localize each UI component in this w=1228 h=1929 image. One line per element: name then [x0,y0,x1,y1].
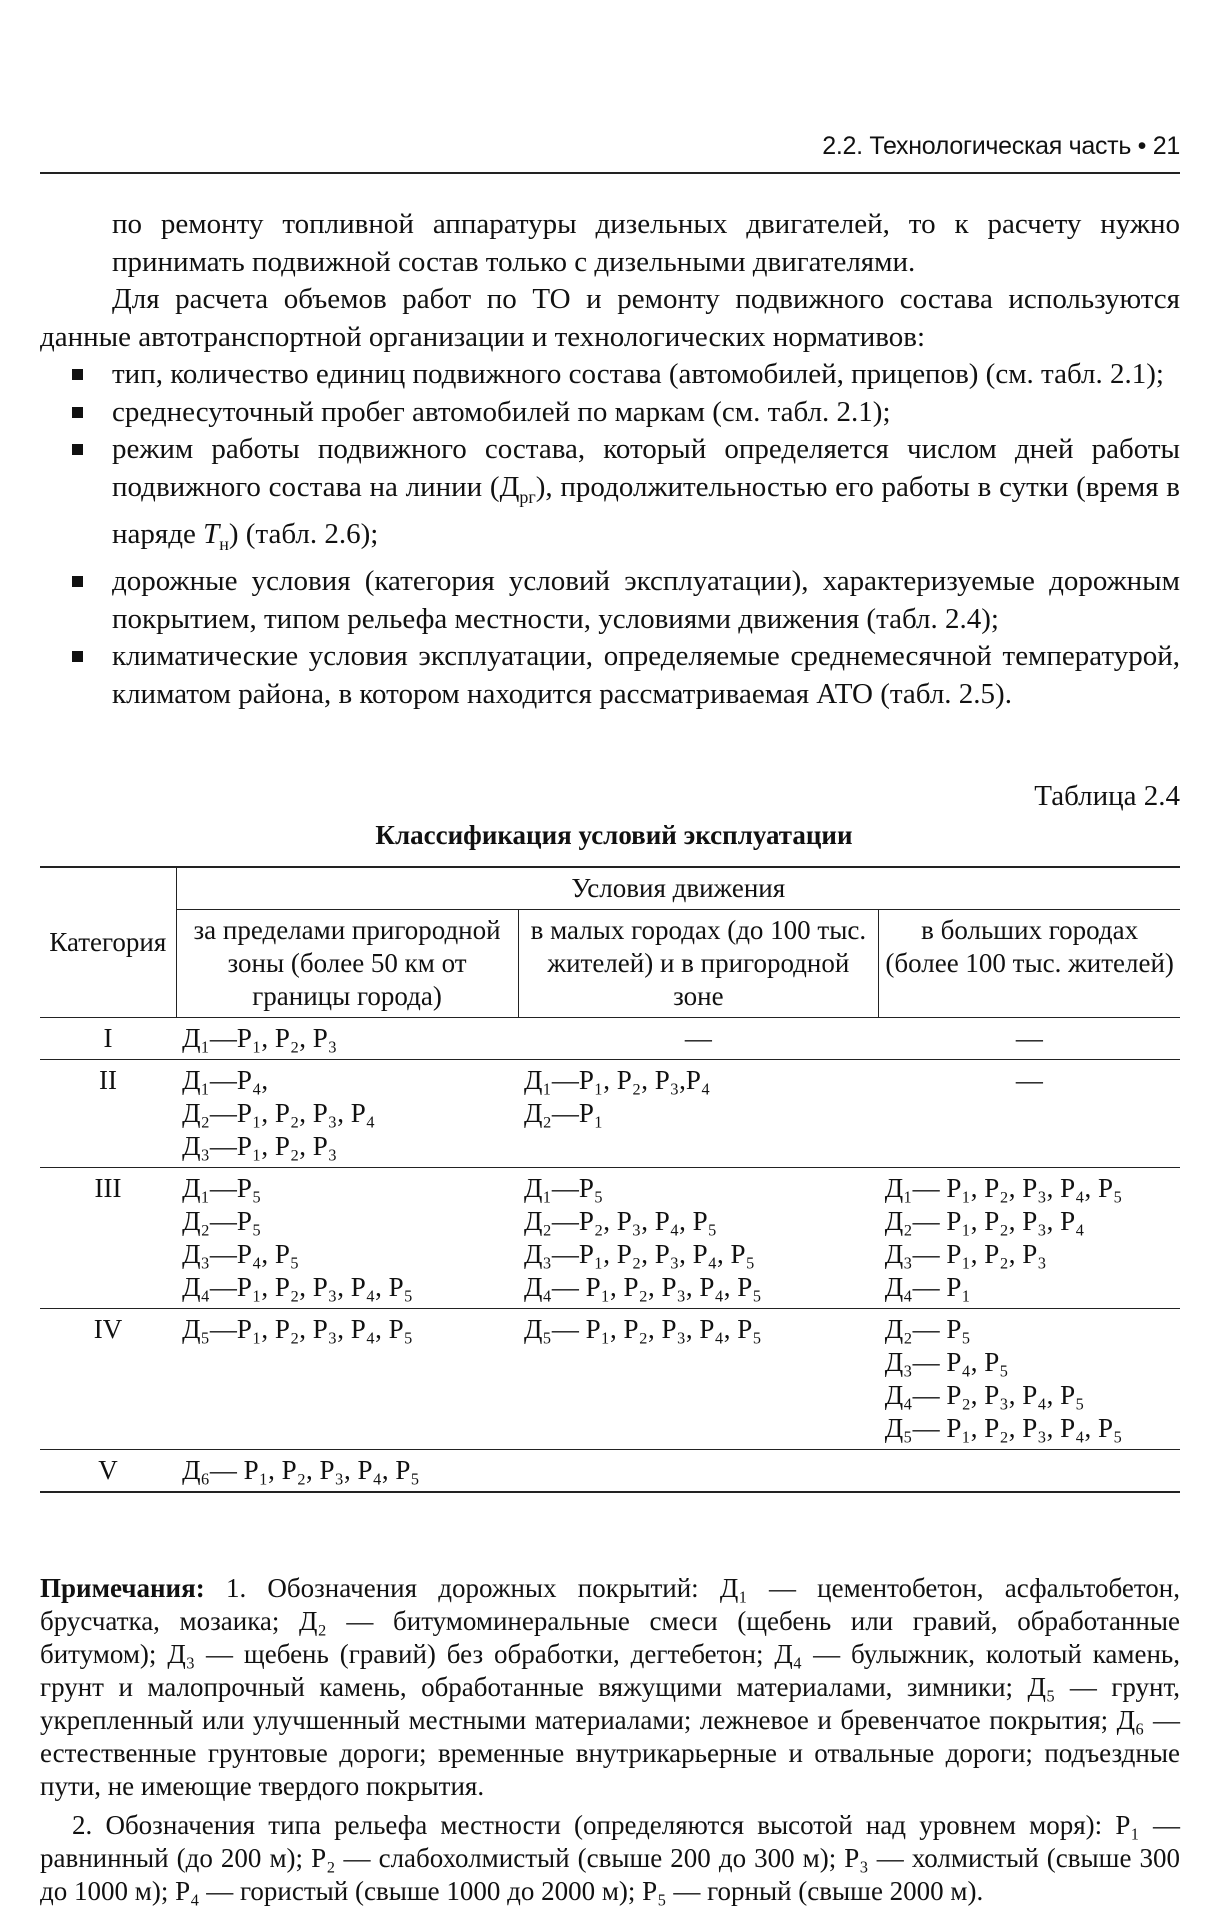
cell-col1 [176,1450,518,1493]
bullet-item: режим работы подвижного состава, который определяется числом дней работы подвижного состава на линии $(Д_{рг})$, продолжительностью его работы в сутки (время в наряде $Т_н$) (табл. 2.6); [40,431,1180,563]
cell-line: Д₅—Р₁, Р₂, Р₃, Р₄, Р₅ [182,1314,414,1344]
note-1: Примечания: 1. Обозначения дорожных покрытий: Д₁ — цементобетон, асфальтобетон, брусчатка, мозаика; Д₂ — битумоминеральные смеси (щебень или гравий, обработанные битумом); Д₃ — щебень (гравий) без обработки, дегтебетон; Д₄ — булыжник, колотый камень, грунт и малопрочный камень, обработанные вяжущими материалами, зимники; Д₅ — грунт, укрепленный или улучшенный местными материалами; лежневое и бревенчатое покрытия; Д₆ — естественные грунтовые дороги; временные внутрикарьерные и отвальные дороги; подъездные пути, не имеющие твердого покрытия. [40,1573,1180,1801]
cell-line: Д₁— Р₁, Р₂, Р₃, Р₄, Р₅ [884,1173,1123,1203]
cell-col3 [879,1309,1180,1450]
table-row [40,1018,1180,1060]
table-number: Таблица 2.4 [1034,780,1180,812]
cell-line: Д₁—Р₁, Р₂, Р₃,Р₄ [524,1065,711,1095]
bullet-icon [72,407,83,418]
cell-col3 [879,1168,1180,1309]
cell-col3 [879,1450,1180,1493]
cell-line: Д₄— Р₂, Р₃, Р₄, Р₅ [884,1380,1085,1410]
header-col2: в малых городах (до 100 тыс. жителей) и в пригородной зоне [518,910,879,1018]
table-notes [40,1572,1180,1908]
cell-line: Д₃— Р₁, Р₂, Р₃ [884,1239,1047,1269]
cell-category: IV [40,1309,176,1450]
cell-col2 [518,1168,879,1309]
cell-line: Д₄— Р₁, Р₂, Р₃, Р₄, Р₅ [524,1272,762,1302]
cell-col2 [518,1450,879,1493]
paragraph-lead: Для расчета объемов работ по ТО и ремонту подвижного состава используются данные автотранспортной организации и технологических нормативов: [40,283,1180,353]
cell-line: Д₁—Р₅ [182,1173,262,1203]
bullet-item: дорожные условия (категория условий эксплуатации), характеризуемые дорожным покрытием, типом рельефа местности, условиями движения (табл. 2.4); [40,563,1180,638]
bullet-item: тип, количество единиц подвижного состава (автомобилей, прицепов) (см. табл. 2.1); [40,356,1180,394]
cell-line: Д₁—Р₄, [182,1065,269,1095]
table-title: Классификация условий эксплуатации [375,820,853,850]
cell-line: Д₅— Р₁, Р₂, Р₃, Р₄, Р₅ [884,1413,1123,1443]
cell-line: Д₂—Р₁ [524,1098,604,1128]
cell-line: Д₃—Р₁, Р₂, Р₃, Р₄, Р₅ [524,1239,755,1269]
cell-line: Д₃—Р₁, Р₂, Р₃ [182,1131,338,1161]
header-col3: в больших городах (более 100 тыс. жителей) [879,910,1180,1018]
paragraph-continuation: по ремонту топливной аппаратуры дизельных двигателей, то к расчету нужно принимать подвижной состав только с дизельными двигателями. [112,208,1180,278]
cell-col1 [176,1309,518,1450]
cell-line: Д₂—Р₁, Р₂, Р₃, Р₄ [182,1098,376,1128]
bullet-icon [72,444,83,455]
cell-line: Д₄—Р₁, Р₂, Р₃, Р₄, Р₅ [182,1272,414,1302]
bullet-icon [72,651,83,662]
table-row [40,1168,1180,1309]
cell-line: — [1015,1023,1043,1053]
cell-line: — [684,1023,712,1053]
cell-col2 [518,1018,879,1060]
cell-col2 [518,1060,879,1168]
bullet-icon [72,576,83,587]
bullet-item: среднесуточный пробег автомобилей по маркам (см. табл. 2.1); [40,394,1180,432]
header-group: Условия движения [176,867,1180,910]
cell-category: III [40,1168,176,1309]
main-text [40,206,1180,713]
cell-line: Д₁—Р₁, Р₂, Р₃ [182,1023,338,1053]
cell-col2 [518,1309,879,1450]
cell-line: Д₅— Р₁, Р₂, Р₃, Р₄, Р₅ [524,1314,762,1344]
running-title: 2.2. Технологическая часть • 21 [822,132,1180,160]
bullet-icon [72,369,83,380]
cell-line: Д₂—Р₂, Р₃, Р₄, Р₅ [524,1206,718,1236]
cell-line: Д₆— Р₁, Р₂, Р₃, Р₄, Р₅ [182,1455,420,1485]
cell-category: V [40,1450,176,1493]
cell-col1 [176,1168,518,1309]
cell-line: Д₃— Р₄, Р₅ [884,1347,1009,1377]
cell-line: Д₂— Р₁, Р₂, Р₃, Р₄ [884,1206,1085,1236]
bullet-list [40,356,1180,713]
header-col1: за пределами пригородной зоны (более 50 км от границы города) [176,910,518,1018]
cell-line: Д₁—Р₅ [524,1173,604,1203]
cell-line: Д₃—Р₄, Р₅ [182,1239,300,1269]
table-row [40,1309,1180,1450]
cell-col3 [879,1060,1180,1168]
cell-col1 [176,1018,518,1060]
cell-line: Д₂—Р₅ [182,1206,262,1236]
running-header [40,128,1180,174]
cell-line: — [1015,1065,1043,1095]
cell-col1 [176,1060,518,1168]
table-body [40,1018,1180,1493]
cell-col3 [879,1018,1180,1060]
header-category: Категория [40,867,176,1018]
conditions-table [40,866,1180,1493]
cell-line: Д₂— Р₅ [884,1314,971,1344]
cell-category: I [40,1018,176,1060]
table-row [40,1060,1180,1168]
notes-label: Примечания: [40,1573,205,1603]
cell-line: Д₄— Р₁ [884,1272,971,1302]
bullet-item: климатические условия эксплуатации, определяемые среднемесячной температурой, климатом района, в котором находится рассматриваемая АТО (табл. 2.5). [40,638,1180,713]
note-2: 2. Обозначения типа рельефа местности (определяются высотой над уровнем моря): Р₁ — равнинный (до 200 м); Р₂ — слабохолмистый (свыше 200 до 300 м); Р₃ — холмистый (свыше 300 до 1000 м); Р₄ — гористый (свыше 1000 до 2000 м); Р₅ — горный (свыше 2000 м). [40,1810,1180,1906]
table-row [40,1450,1180,1493]
cell-category: II [40,1060,176,1168]
